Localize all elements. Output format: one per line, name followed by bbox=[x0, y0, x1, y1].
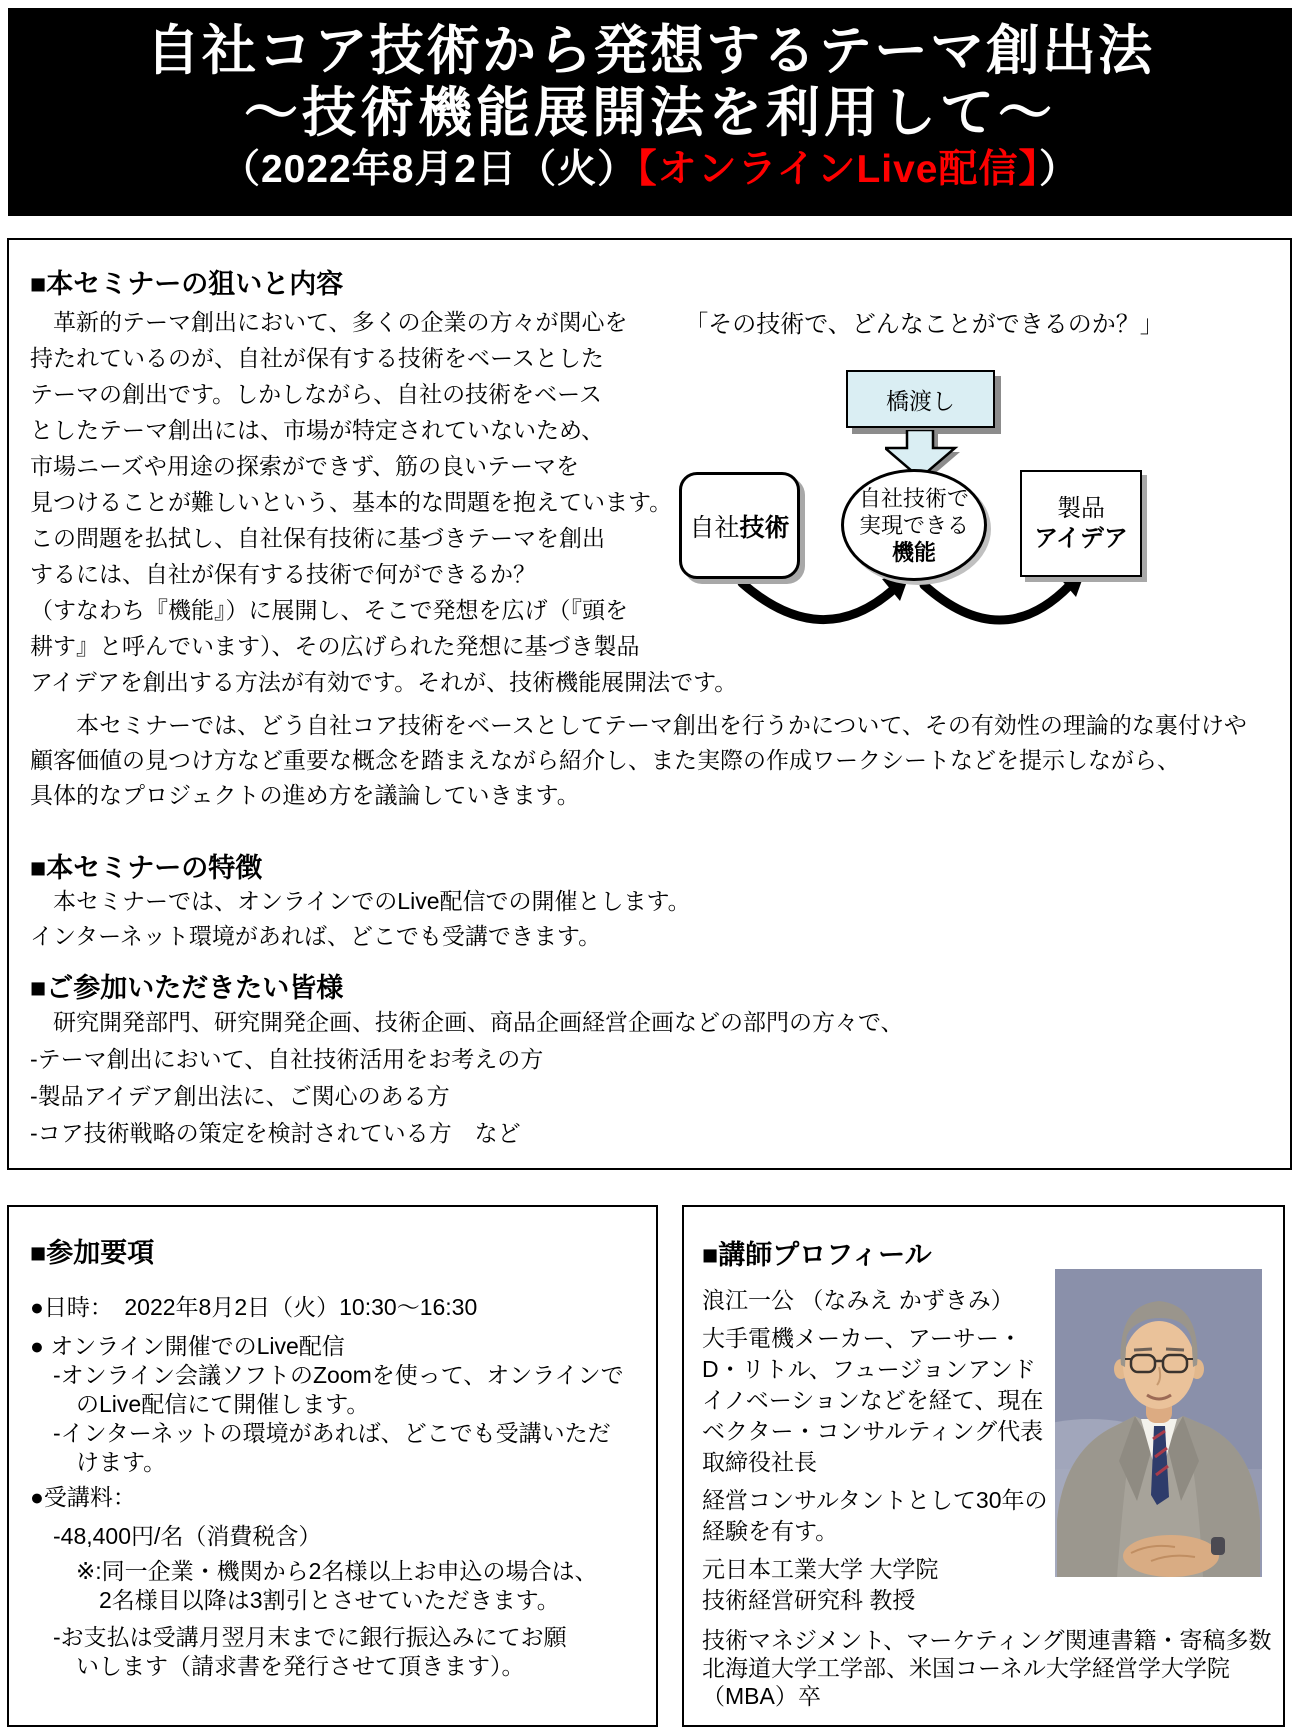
banner-date-suffix: ） bbox=[1039, 148, 1080, 191]
overview-second-paragraph bbox=[30, 708, 1247, 813]
text-line: 顧客価値の見つけ方など重要な概念を踏まえながら紹介し、また実際の作成ワークシートなどを提示しながら、 bbox=[30, 747, 1180, 773]
product-idea-line1: 製品 bbox=[1057, 494, 1105, 522]
diagram-question-text: 「その技術で、どんなことができるのか？」 bbox=[684, 311, 1164, 338]
profile-box bbox=[682, 1205, 1285, 1727]
banner-date-line bbox=[8, 144, 1292, 196]
text-line: ベクター・コンサルティング代表 bbox=[702, 1418, 1044, 1444]
own-technology-label bbox=[689, 508, 789, 544]
face bbox=[1123, 1321, 1195, 1409]
text-line: アイデアを創出する方法が有効です。それが、技術機能展開法です。 bbox=[30, 669, 738, 695]
profile-heading: ■講師プロフィール bbox=[702, 1240, 932, 1270]
text-line: -製品アイデア創出法に、ご関心のある方 bbox=[30, 1083, 450, 1109]
function-ellipse bbox=[841, 469, 987, 581]
text-line: 本セミナーでは、オンラインでのLive配信での開催とします。 bbox=[30, 888, 691, 914]
own-technology-bold: 技術 bbox=[739, 513, 790, 542]
text-line: 具体的なプロジェクトの進め方を議論していきます。 bbox=[30, 782, 580, 808]
text-line: （MBA）卒 bbox=[702, 1683, 821, 1709]
text-line: 耕す』と呼んでいます）、その広げられた発想に基づき製品 bbox=[30, 633, 640, 659]
function-line3: 機能 bbox=[891, 539, 936, 565]
text-line: ●受講料： bbox=[30, 1484, 136, 1510]
product-idea-box bbox=[1020, 470, 1142, 577]
text-line: 本セミナーでは、どう自社コア技術をベースとしてテーマ創出を行うかについて、その有効性の理論的な裏付けや bbox=[30, 712, 1247, 738]
watch bbox=[1211, 1537, 1225, 1555]
text-line: この問題を払拭し、自社保有技術に基づきテーマを創出 bbox=[30, 525, 605, 551]
banner-title-line2: ～技術機能展開法を利用して～ bbox=[244, 83, 1056, 143]
audience-paragraph bbox=[30, 1004, 904, 1152]
requirements-box bbox=[7, 1205, 658, 1727]
text-line: するには、自社が保有する技術で何ができるか？ bbox=[30, 561, 536, 587]
overview-heading: ■本セミナーの狙いと内容 bbox=[30, 269, 344, 299]
text-line: いします（請求書を発行させて頂きます）。 bbox=[30, 1653, 525, 1679]
banner-title-line1: 自社コア技術から発想するテーマ創出法 bbox=[146, 21, 1154, 81]
audience-heading: ■ご参加いただきたい皆様 bbox=[30, 973, 344, 1003]
overview-intro-paragraph bbox=[30, 304, 740, 700]
overview-box bbox=[7, 238, 1292, 1170]
text-line: テーマの創出です。しかしながら、自社の技術をベース bbox=[30, 381, 603, 407]
product-idea-line2: アイデア bbox=[1034, 524, 1128, 552]
text-line: 経験を有す。 bbox=[702, 1518, 839, 1544]
text-line: ● オンライン開催でのLive配信 bbox=[30, 1333, 345, 1359]
requirements-list bbox=[30, 1293, 624, 1681]
text-line: けます。 bbox=[30, 1449, 167, 1475]
text-line: 持たれているのが、自社が保有する技術をベースとした bbox=[30, 345, 604, 371]
function-line1: 自社技術で bbox=[858, 485, 969, 511]
curved-arrow-left bbox=[742, 583, 894, 620]
features-heading: ■本セミナーの特徴 bbox=[30, 853, 263, 883]
text-line: 見つけることが難しいという、基本的な問題を抱えています。 bbox=[30, 489, 673, 515]
text-line: -オンライン会議ソフトのZoomを使って、オンラインで bbox=[30, 1362, 624, 1388]
banner bbox=[8, 8, 1292, 216]
text-line: 研究開発部門、研究開発企画、技術企画、商品企画経営企画などの部門の方々で、 bbox=[30, 1009, 904, 1035]
text-line: -インターネットの環境があれば、どこでも受講いただ bbox=[30, 1420, 611, 1446]
text-line: -テーマ創出において、自社技術活用をお考えの方 bbox=[30, 1046, 544, 1072]
requirements-heading: ■参加要項 bbox=[30, 1238, 155, 1268]
text-line: 大手電機メーカー、アーサー・ bbox=[702, 1325, 1022, 1351]
features-paragraph bbox=[30, 884, 691, 954]
bridge-box bbox=[846, 370, 995, 428]
text-line: 2名様目以降は3割引とさせていただきます。 bbox=[30, 1587, 560, 1613]
banner-date-prefix: （2022年8月2日（火） bbox=[220, 148, 638, 191]
text-line: イノベーションなどを経て、現在 bbox=[702, 1387, 1044, 1413]
text-line: 元日本工業大学 大学院 bbox=[702, 1556, 939, 1582]
text-line: ●日時： 2022年8月2日（火）10:30～16:30 bbox=[30, 1294, 478, 1320]
function-line2: 実現できる bbox=[858, 512, 969, 538]
own-technology-box bbox=[679, 472, 800, 579]
instructor-name: 浪江一公 （なみえ かずきみ） bbox=[702, 1287, 1014, 1313]
text-line: インターネット環境があれば、どこでも受講できます。 bbox=[30, 923, 602, 949]
text-line: -48,400円/名（消費税含） bbox=[30, 1523, 322, 1549]
own-technology-normal: 自社 bbox=[689, 513, 740, 542]
text-line: 技術経営研究科 教授 bbox=[702, 1587, 916, 1613]
bridge-label: 橋渡し bbox=[886, 387, 955, 414]
text-line: のLive配信にて開催します。 bbox=[30, 1391, 370, 1417]
text-line: 技術マネジメント、マーケティング関連書籍・寄稿多数 bbox=[702, 1627, 1272, 1653]
text-line: -お支払は受講月翌月末までに銀行振込みにてお願 bbox=[30, 1624, 567, 1650]
text-line: 市場ニーズや用途の探索ができず、筋の良いテーマを bbox=[30, 453, 580, 479]
text-line: D・リトル、フュージョンアンド bbox=[702, 1356, 1036, 1382]
text-line: 革新的テーマ創出において、多くの企業の方々が関心を bbox=[30, 309, 628, 335]
text-line: 北海道大学工学部、米国コーネル大学経営学大学院 bbox=[702, 1655, 1230, 1681]
text-line: ※:同一企業・機関から2名様以上お申込の場合は、 bbox=[30, 1558, 598, 1584]
text-line: -コア技術戦略の策定を検討されている方 など bbox=[30, 1120, 521, 1146]
instructor-photo bbox=[1055, 1269, 1262, 1577]
text-line: 取締役社長 bbox=[702, 1449, 817, 1475]
text-line: （すなわち『機能』）に展開し、そこで発想を広げ（『頭を bbox=[30, 597, 628, 623]
curved-arrow-right bbox=[924, 585, 1070, 620]
banner-online-live-highlight: 【オンラインLive配信】 bbox=[637, 148, 1039, 191]
text-line: 経営コンサルタントとして30年の bbox=[702, 1487, 1048, 1513]
text-line: としたテーマ創出には、市場が特定されていないため、 bbox=[30, 417, 605, 443]
instructor-publications bbox=[702, 1626, 1272, 1710]
